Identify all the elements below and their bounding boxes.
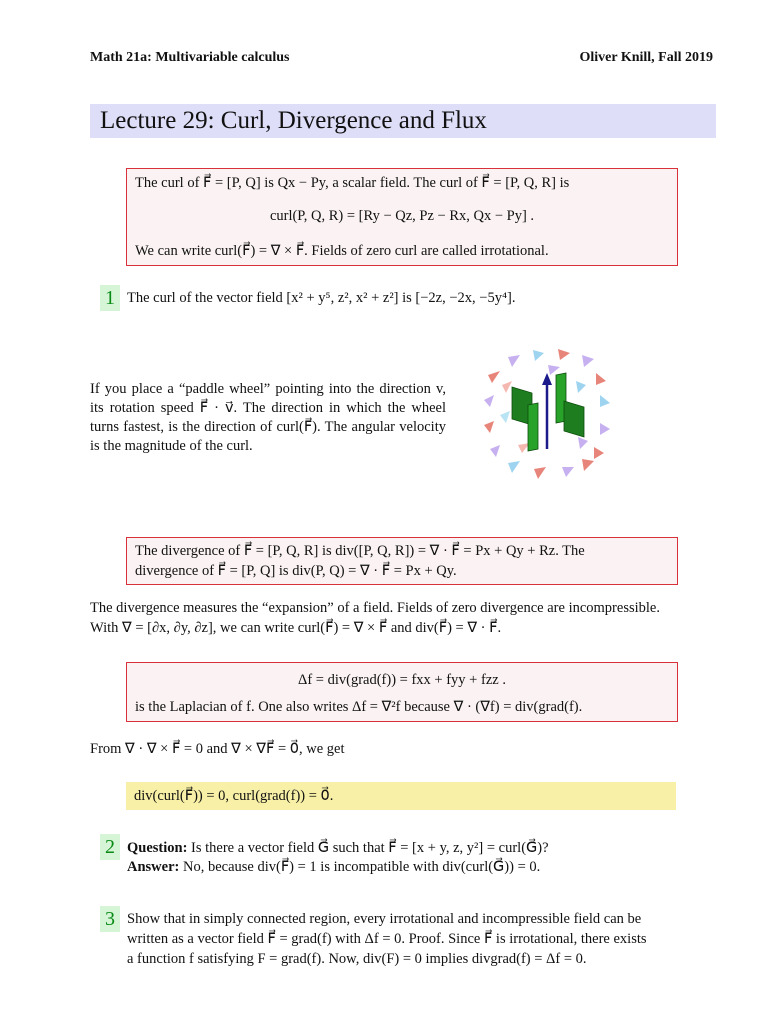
author-header: Oliver Knill, Fall 2019 <box>579 50 713 65</box>
divergence-text-line2: With ∇ = [∂x, ∂y, ∂z], we can write curl(F⃗) = ∇ × F⃗ and div(F⃗) = ∇ · F⃗. <box>90 620 502 636</box>
identity-highlight-box <box>126 782 676 810</box>
curl-vector-field-figure <box>478 345 614 485</box>
question-text: Is there a vector field G⃗ such that F⃗ = [x + y, z, y²] = curl(G⃗)? <box>191 840 549 856</box>
paddle-wheel <box>512 373 584 451</box>
example-number-3: 3 <box>100 906 120 932</box>
answer-label: Answer: <box>127 859 180 875</box>
example3-line3: a function f satisfying F = grad(f). Now, div(F) = 0 implies divgrad(f) = Δf = 0. <box>127 951 587 967</box>
laplacian-formula: Δf = div(grad(f)) = fxx + fyy + fzz . <box>298 672 506 688</box>
lecture-title: Lecture 29: Curl, Divergence and Flux <box>100 107 487 134</box>
identity-intro-text: From ∇ · ∇ × F⃗ = 0 and ∇ × ∇F⃗ = 0⃗, we get <box>90 741 345 757</box>
example1-text: The curl of the vector field [x² + y⁵, z², x² + z²] is [−2z, −2x, −5y⁴]. <box>127 290 516 306</box>
divergence-definition-box <box>126 537 678 585</box>
question-label: Question: <box>127 840 188 856</box>
laplacian-definition-box <box>126 662 678 722</box>
div-def-line1: The divergence of F⃗ = [P, Q, R] is div([P, Q, R]) = ∇ · F⃗ = Px + Qy + Rz. The <box>135 543 585 559</box>
curl-definition-box <box>126 168 678 266</box>
answer-text: No, because div(F⃗) = 1 is incompatible with div(curl(G⃗)) = 0. <box>182 859 541 875</box>
example3-line1: Show that in simply connected region, every irrotational and incompressible field can be <box>127 911 642 927</box>
curl-formula: curl(P, Q, R) = [Ry − Qz, Pz − Rx, Qx − Py] . <box>269 208 535 224</box>
course-header: Math 21a: Multivariable calculus <box>90 50 290 65</box>
identity-formula: div(curl(F⃗)) = 0, curl(grad(f)) = 0⃗. <box>134 788 334 804</box>
example2-answer <box>127 858 540 877</box>
example3-line2: written as a vector field F⃗ = grad(f) with Δf = 0. Proof. Since F⃗ is irrotational, there exists <box>127 931 647 947</box>
div-def-line2: divergence of F⃗ = [P, Q] is div(P, Q) = ∇ · F⃗ = Px + Qy. <box>135 563 457 579</box>
laplacian-line2: is the Laplacian of f. One also writes Δf = ∇²f because ∇ · (∇f) = div(grad(f). <box>135 699 583 715</box>
example-number-1: 1 <box>100 285 120 311</box>
paddle-wheel-paragraph: If you place a “paddle wheel” pointing into the direction v, its rotation speed F⃗ · v⃗. The direction in which the wheel turns fastest, is the direction of curl(F⃗). The angular velocity is the magnitude of the curl. <box>90 381 446 454</box>
example2-question <box>127 839 549 858</box>
example-number-2: 2 <box>100 834 120 860</box>
curl-def-line1: The curl of F⃗ = [P, Q] is Qx − Py, a scalar field. The curl of F⃗ = [P, Q, R] is <box>135 175 570 191</box>
curl-def-line3: We can write curl(F⃗) = ∇ × F⃗. Fields of zero curl are called irrotational. <box>135 243 549 259</box>
divergence-text-line1: The divergence measures the “expansion” of a field. Fields of zero divergence are incompressible. <box>90 600 660 616</box>
